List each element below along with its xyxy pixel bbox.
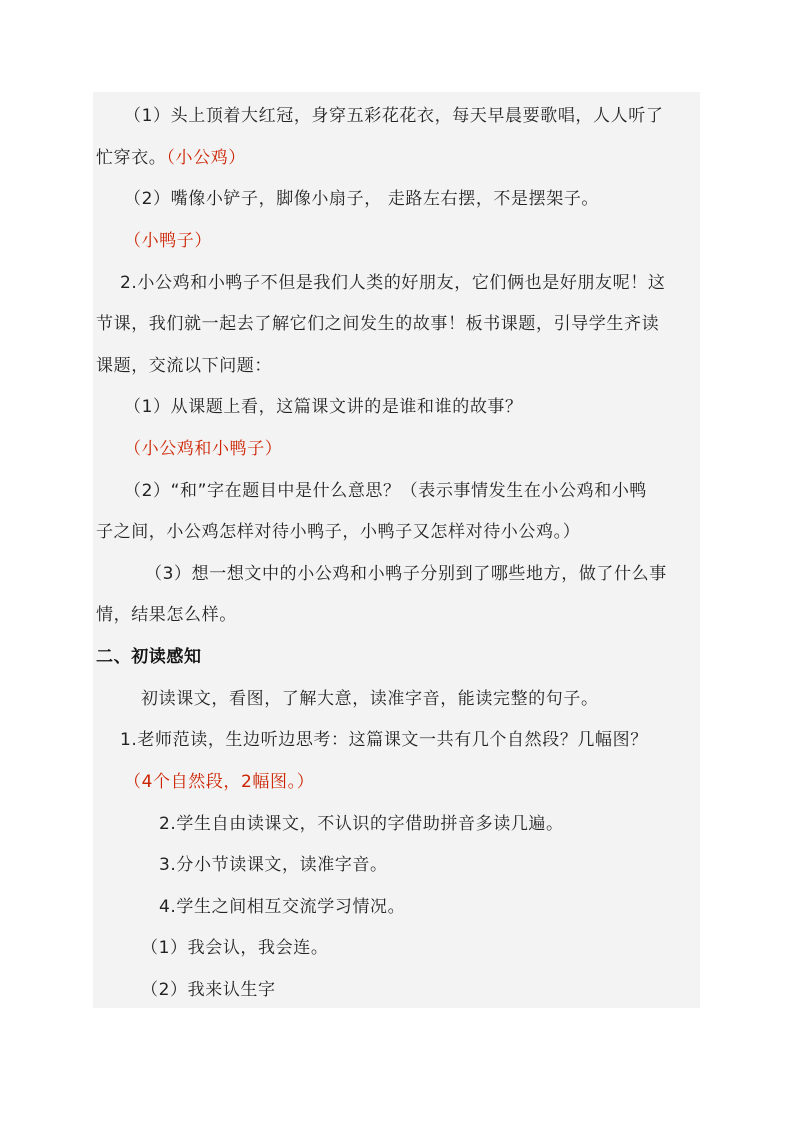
step-2-line-1: 2.小公鸡和小鸭子不但是我们人类的好朋友，它们俩也是好朋友呢！这 xyxy=(120,273,666,293)
step-4-item-2: （2）我来认生字 xyxy=(141,980,276,1000)
section-heading: 二、初读感知 xyxy=(96,647,202,667)
step-3: 3.分小节读课文，读准字音。 xyxy=(159,855,388,875)
question-2-line-2: 子之间，小公鸡怎样对待小鸭子，小鸭子又怎样对待小公鸡。） xyxy=(96,522,581,542)
question-3-line-2: 情，结果怎么样。 xyxy=(96,605,237,625)
riddle-2-line-1: （2）嘴像小铲子，脚像小扇子， 走路左右摆，不是摆架子。 xyxy=(124,189,600,209)
riddle-2-answer: （小鸭子） xyxy=(124,231,212,251)
step-1-answer: （4个自然段，2幅图。） xyxy=(124,772,315,792)
step-4: 4.学生之间相互交流学习情况。 xyxy=(159,897,406,917)
question-2-line-1: （2）“和”字在题目中是什么意思？（表示事情发生在小公鸡和小鸭 xyxy=(124,481,648,501)
step-2-line-2: 节课，我们就一起去了解它们之间发生的故事！板书课题，引导学生齐读 xyxy=(96,314,660,334)
step-4-item-1: （1）我会认，我会连。 xyxy=(141,938,329,958)
question-1: （1）从课题上看，这篇课文讲的是谁和谁的故事？ xyxy=(124,397,523,417)
riddle-1-line-2 xyxy=(96,147,246,169)
question-3-line-1: （3）想一想文中的小公鸡和小鸭子分别到了哪些地方，做了什么事 xyxy=(145,564,667,584)
section-intro: 初读课文，看图，了解大意，读准字音，能读完整的句子。 xyxy=(141,689,599,709)
question-1-answer: （小公鸡和小鸭子） xyxy=(124,439,283,459)
riddle-1-answer: （小公鸡） xyxy=(166,148,246,168)
step-2: 2.学生自由读课文，不认识的字借助拼音多读几遍。 xyxy=(159,814,564,834)
riddle-1-line-1: （1）头上顶着大红冠，身穿五彩花花衣，每天早晨要歌唱，人人听了 xyxy=(124,106,664,126)
step-1: 1.老师范读，生边听边思考：这篇课文一共有几个自然段？几幅图？ xyxy=(120,730,648,750)
riddle-1-text: 忙穿衣。 xyxy=(96,148,167,168)
step-2-line-3: 课题，交流以下问题： xyxy=(96,356,272,376)
